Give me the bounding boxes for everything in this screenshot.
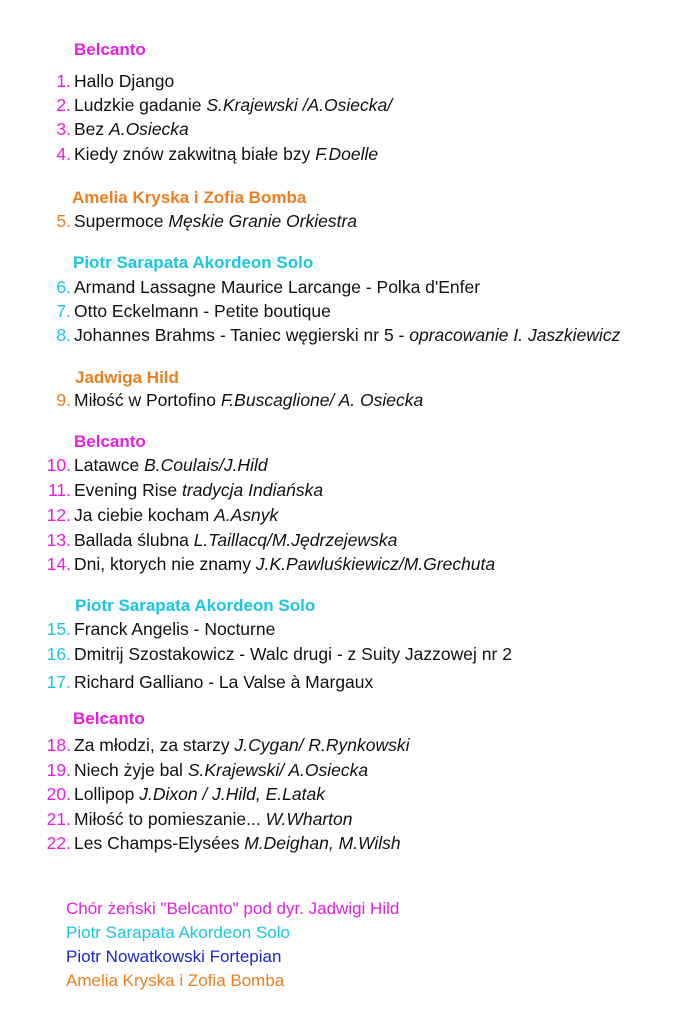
item-number: 9. — [56, 390, 71, 410]
section-heading: Belcanto — [74, 432, 146, 451]
item-title-line — [74, 323, 620, 347]
program-item — [0, 733, 700, 757]
item-title: Armand Lassagne Maurice Larcange - Polka d'Enfer — [74, 277, 481, 297]
item-title-line — [74, 528, 397, 552]
item-author: Męskie Granie Orkiestra — [168, 211, 358, 231]
item-title-line — [74, 617, 275, 641]
item-title: Richard Galliano - La Valse à Margaux — [74, 672, 374, 692]
performer-line: Piotr Sarapata Akordeon Solo — [66, 923, 290, 942]
item-title-line — [74, 142, 378, 166]
item-number: 10. — [46, 455, 71, 475]
program-item — [0, 69, 700, 93]
item-number: 20. — [46, 784, 71, 804]
program-item — [0, 528, 700, 552]
program-item — [0, 670, 700, 694]
item-title-line — [74, 758, 368, 782]
item-title: Franck Angelis - Nocturne — [74, 619, 276, 639]
program-item — [0, 807, 700, 831]
item-author: J.Cygan/ R.Rynkowski — [234, 735, 410, 755]
item-title-line — [74, 831, 401, 855]
item-title: Hallo Django — [74, 71, 175, 91]
item-title: Johannes Brahms - Taniec węgierski nr 5 - — [74, 325, 405, 345]
item-author: L.Taillacq/M.Jędrzejewska — [193, 530, 398, 550]
program-item — [0, 388, 700, 412]
item-title-line — [74, 388, 423, 412]
item-title: Evening Rise — [74, 480, 178, 500]
section-heading: Piotr Sarapata Akordeon Solo — [73, 253, 314, 272]
program-item — [0, 758, 700, 782]
program-item — [0, 503, 700, 527]
item-title: Niech żyje bal — [74, 760, 183, 780]
item-title: Bez — [74, 119, 105, 139]
item-title: Lollipop — [74, 784, 135, 804]
program-item — [0, 478, 700, 502]
item-number: 13. — [46, 530, 71, 550]
item-title-line — [74, 782, 325, 806]
section-heading: Jadwiga Hild — [75, 368, 179, 387]
item-title-line — [74, 117, 189, 141]
item-title-line — [74, 69, 174, 93]
item-title-line — [74, 299, 331, 323]
item-author: J.K.Pawluśkiewicz/M.Grechuta — [255, 554, 496, 574]
item-title: Za młodzi, za starzy — [74, 735, 230, 755]
program-item — [0, 831, 700, 855]
item-title: Miłość w Portofino — [74, 390, 216, 410]
item-title: Latawce — [74, 455, 140, 475]
program-item — [0, 782, 700, 806]
performer-line: Amelia Kryska i Zofia Bomba — [66, 971, 285, 990]
item-title: Dni, ktorych nie znamy — [74, 554, 252, 574]
item-title: Otto Eckelmann - Petite boutique — [74, 301, 331, 321]
item-author: opracowanie I. Jaszkiewicz — [409, 325, 621, 345]
section-heading: Piotr Sarapata Akordeon Solo — [75, 596, 316, 615]
section-heading: Amelia Kryska i Zofia Bomba — [72, 188, 307, 207]
program-item — [0, 642, 700, 666]
section-heading: Belcanto — [74, 40, 146, 59]
section-heading: Belcanto — [73, 709, 145, 728]
item-title: Ludzkie gadanie — [74, 95, 202, 115]
item-author: A.Asnyk — [214, 505, 279, 525]
item-title: Dmitrij Szostakowicz - Walc drugi - z Suity Jazzowej nr 2 — [74, 644, 512, 664]
item-title: Miłość to pomieszanie... — [74, 809, 261, 829]
item-number: 2. — [56, 95, 71, 115]
item-title-line — [74, 552, 495, 576]
item-number: 22. — [46, 833, 71, 853]
program-item — [0, 617, 700, 641]
item-author: tradycja Indiańska — [182, 480, 324, 500]
item-title: Supermoce — [74, 211, 164, 231]
item-number: 19. — [46, 760, 71, 780]
item-title-line — [74, 807, 353, 831]
performer-line: Chór żeński "Belcanto" pod dyr. Jadwigi Hild — [66, 899, 400, 918]
item-number: 16. — [46, 644, 71, 664]
item-author: A.Osiecka — [109, 119, 189, 139]
program-item — [0, 117, 700, 141]
item-number: 8. — [56, 325, 71, 345]
item-number: 14. — [46, 554, 71, 574]
item-number: 21. — [46, 809, 71, 829]
program-item — [0, 323, 700, 347]
item-number: 6. — [56, 277, 71, 297]
item-author: S.Krajewski /A.Osiecka/ — [206, 95, 393, 115]
item-number: 7. — [56, 301, 71, 321]
item-title-line — [74, 453, 268, 477]
program-item — [0, 142, 700, 166]
item-title: Kiedy znów zakwitną białe bzy — [74, 144, 311, 164]
program-item — [0, 552, 700, 576]
item-title-line — [74, 478, 323, 502]
program-item — [0, 93, 700, 117]
item-number: 11. — [47, 480, 71, 500]
item-title: Les Champs-Elysées — [74, 833, 240, 853]
program-item — [0, 209, 700, 233]
item-title-line — [74, 733, 410, 757]
item-author: J.Dixon / J.Hild, E.Latak — [139, 784, 325, 804]
item-number: 1. — [56, 71, 71, 91]
item-title-line — [74, 642, 512, 666]
item-title: Ballada ślubna — [74, 530, 189, 550]
item-title-line — [74, 503, 278, 527]
item-number: 3. — [56, 119, 71, 139]
item-title-line — [74, 275, 480, 299]
item-author: M.Deighan, M.Wilsh — [244, 833, 401, 853]
item-number: 4. — [56, 144, 71, 164]
item-title-line — [74, 209, 357, 233]
performer-line: Piotr Nowatkowski Fortepian — [66, 947, 282, 966]
item-title-line — [74, 670, 373, 694]
program-item — [0, 275, 700, 299]
program-item — [0, 299, 700, 323]
item-number: 17. — [46, 672, 71, 692]
item-author: W.Wharton — [265, 809, 353, 829]
item-number: 18. — [46, 735, 71, 755]
program-item — [0, 453, 700, 477]
item-author: S.Krajewski/ A.Osiecka — [187, 760, 369, 780]
item-author: F.Buscaglione/ A. Osiecka — [220, 390, 424, 410]
item-author: F.Doelle — [315, 144, 379, 164]
item-number: 12. — [46, 505, 71, 525]
item-title-line — [74, 93, 392, 117]
item-title: Ja ciebie kocham — [74, 505, 210, 525]
item-number: 15. — [46, 619, 71, 639]
item-number: 5. — [56, 211, 71, 231]
item-author: B.Coulais/J.Hild — [144, 455, 268, 475]
